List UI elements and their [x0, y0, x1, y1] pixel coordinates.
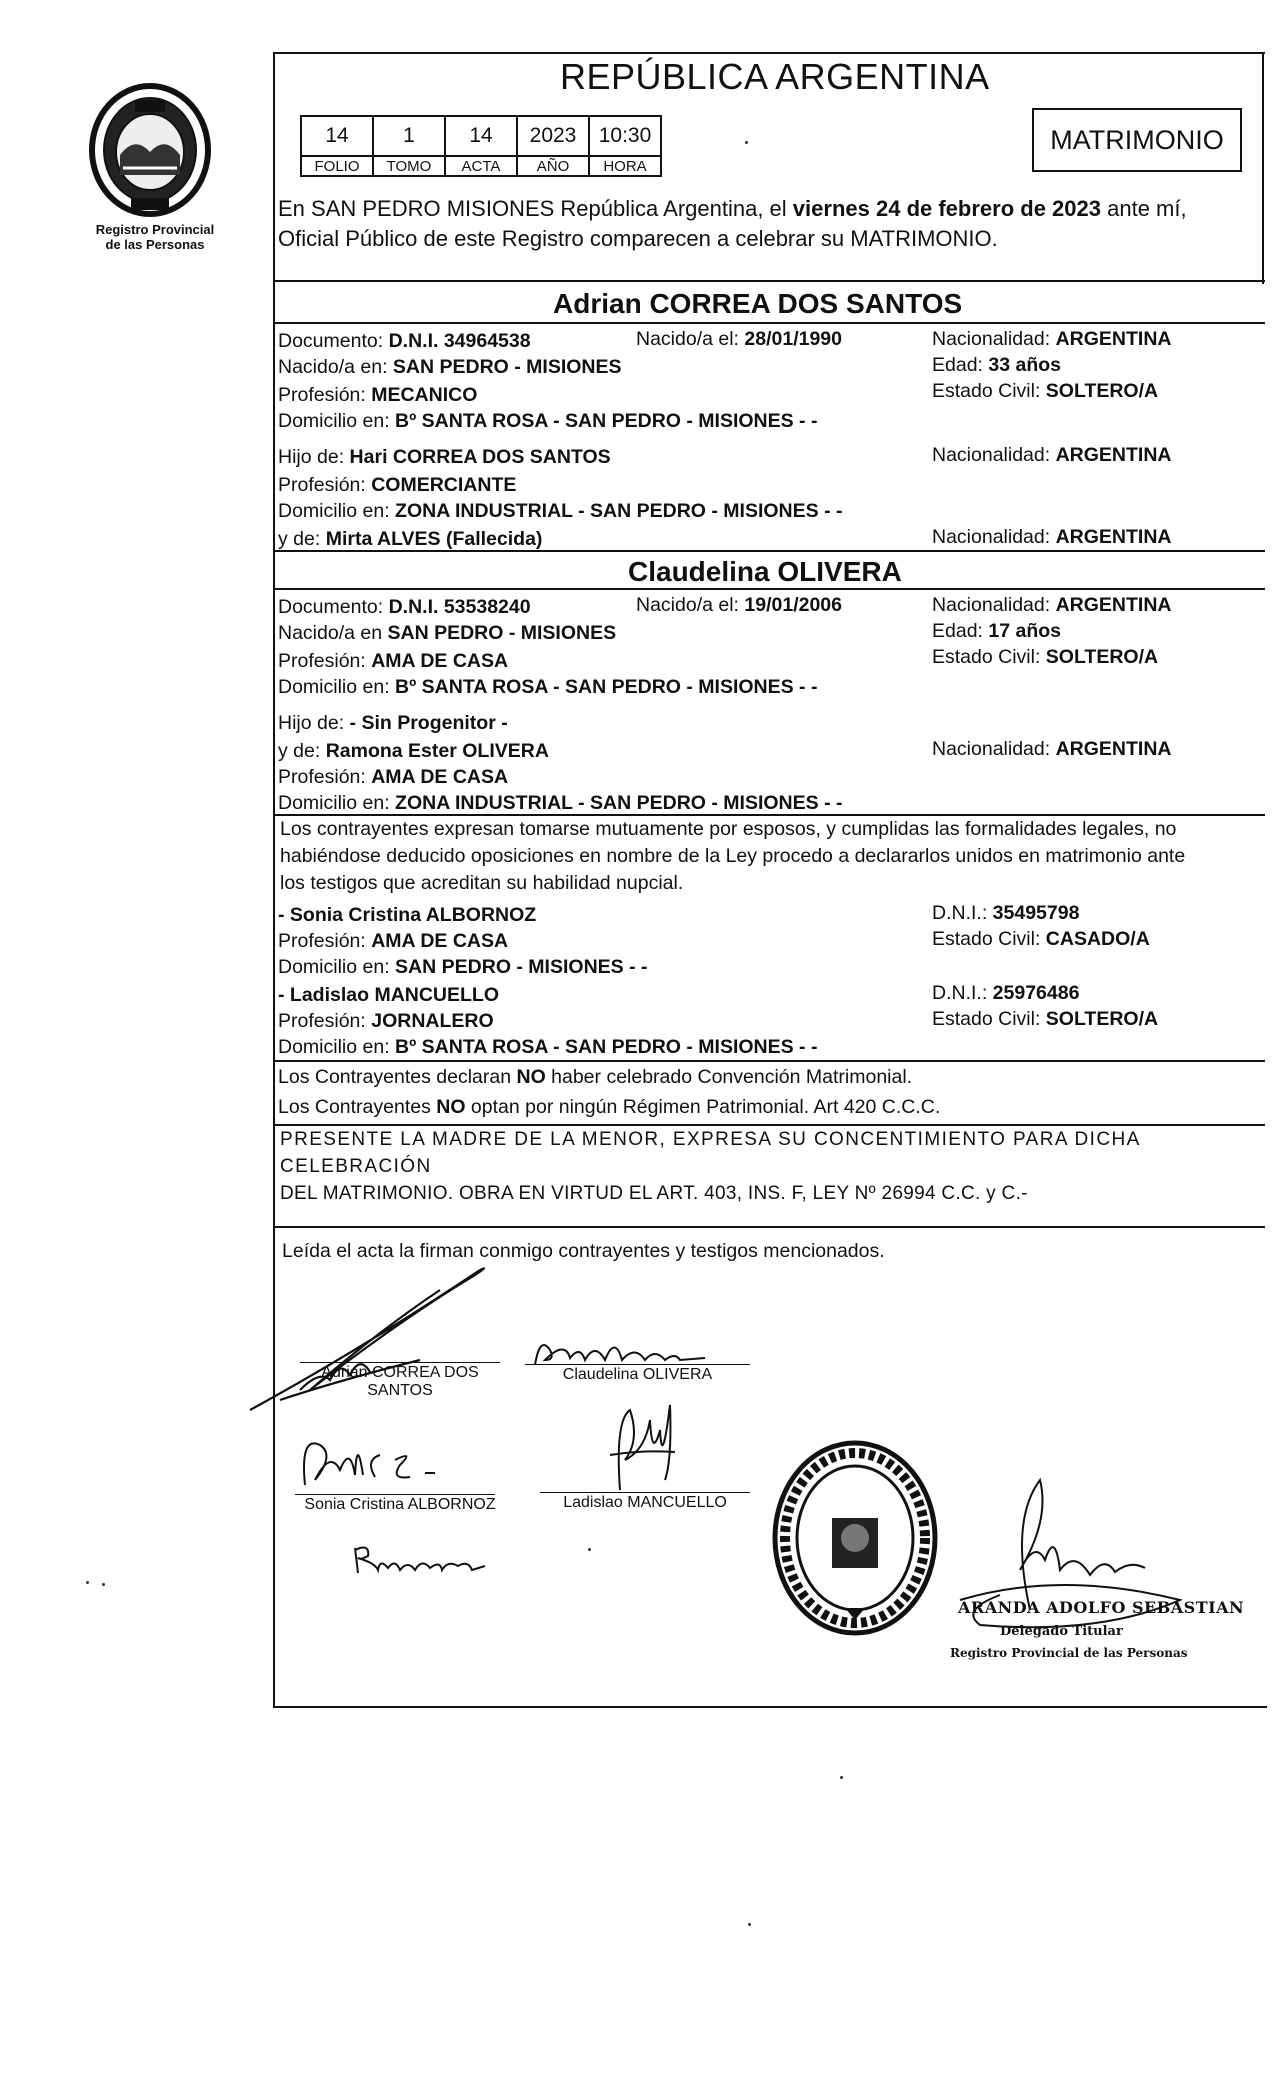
value: ARGENTINA [1055, 526, 1172, 548]
bride-nationality [932, 594, 1172, 617]
bride-civil-status [932, 646, 1158, 669]
provincial-registry-seal-icon [75, 80, 225, 220]
value: ARGENTINA [1055, 594, 1172, 616]
registrar-signature-icon [940, 1460, 1190, 1650]
value: ARGENTINA [1055, 444, 1172, 466]
emphasis: NO [436, 1096, 466, 1118]
label: Domicilio en: [278, 1036, 396, 1058]
declaration-line1: Los contrayentes expresan tomarse mutuamente por esposos, y cumplidas las formalidades legales, no [280, 818, 1177, 840]
act-type-box: MATRIMONIO [1032, 108, 1242, 172]
groom-father-profession [278, 474, 516, 497]
bride-signature-label: Claudelina OLIVERA [562, 1366, 713, 1383]
folio-value: 14 [301, 116, 373, 156]
label: y de: [278, 740, 326, 762]
section-divider [275, 588, 1265, 590]
label: Profesión: [278, 1010, 372, 1032]
value: SOLTERO/A [1045, 380, 1159, 402]
value: Bº SANTA ROSA - SAN PEDRO - MISIONES - - [395, 410, 818, 432]
section-divider [275, 280, 1265, 282]
witness1-name [278, 904, 536, 927]
consent-note-line1: PRESENTE LA MADRE DE LA MENOR, EXPRESA SU CONCENTIMIENTO PARA DICHA [280, 1129, 1141, 1150]
value: MECANICO [371, 384, 478, 406]
label: Profesión: [278, 650, 372, 672]
value: AMA DE CASA [371, 766, 509, 788]
value: 28/01/1990 [744, 328, 843, 350]
section-divider [275, 1226, 1265, 1228]
groom-address [278, 410, 817, 433]
value: 35495798 [992, 902, 1080, 924]
bride-address [278, 676, 817, 699]
label: Documento: [278, 596, 389, 618]
bride-mother-nationality [932, 738, 1172, 761]
value: 17 años [988, 620, 1062, 642]
intro-paragraph [278, 194, 1263, 254]
scan-speck [748, 1923, 751, 1926]
registrar-office: Registro Provincial de las Personas [950, 1646, 1188, 1660]
logo-caption [70, 222, 240, 252]
value: SAN PEDRO - MISIONES [387, 622, 617, 644]
consent-note-line2: CELEBRACIÓN [280, 1156, 432, 1177]
consent-note [280, 1126, 1265, 1207]
label: Domicilio en: [278, 410, 396, 432]
witness2-profession [278, 1010, 494, 1033]
emphasis: NO [516, 1066, 546, 1088]
label: Domicilio en: [278, 500, 396, 522]
signature-line [295, 1494, 495, 1495]
tomo-label: TOMO [373, 156, 445, 176]
value: AMA DE CASA [371, 930, 509, 952]
witness2-civil-status [932, 1008, 1158, 1031]
label: Domicilio en: [278, 792, 396, 814]
witness2-signature-label: Ladislao MANCUELLO [563, 1494, 727, 1511]
tomo-value: 1 [373, 116, 445, 156]
consent-note-line3: DEL MATRIMONIO. OBRA EN VIRTUD EL ART. 403, INS. F, LEY Nº 26994 C.C. y C.- [280, 1183, 1028, 1204]
bride-document [278, 596, 531, 619]
convention-statement [278, 1066, 912, 1089]
bride-birthplace [278, 622, 616, 645]
witness2-address [278, 1036, 817, 1059]
text: Los Contrayentes declaran [278, 1066, 517, 1088]
label: Nacionalidad: [932, 328, 1056, 350]
value: ARGENTINA [1055, 328, 1172, 350]
label: Estado Civil: [932, 1008, 1046, 1030]
witness2-name [278, 984, 499, 1007]
witness1-profession [278, 930, 508, 953]
scan-speck [745, 141, 748, 144]
label: D.N.I.: [932, 902, 993, 924]
signature-line [525, 1364, 750, 1365]
groom-birthplace [278, 356, 622, 379]
label: y de: [278, 528, 326, 550]
groom-father [278, 446, 611, 469]
label: Estado Civil: [932, 380, 1046, 402]
closing-statement: Leída el acta la firman conmigo contrayentes y testigos mencionados. [282, 1240, 885, 1262]
witness2-signature-icon [590, 1400, 700, 1500]
scan-speck [840, 1776, 843, 1779]
label: Nacionalidad: [932, 594, 1056, 616]
witness1-dni [932, 902, 1079, 925]
value: - Sin Progenitor - [349, 712, 508, 734]
groom-mother [278, 528, 542, 551]
bride-mother [278, 740, 549, 763]
value: ZONA INDUSTRIAL - SAN PEDRO - MISIONES - - [395, 792, 843, 814]
groom-name: Adrian CORREA DOS SANTOS [553, 288, 963, 319]
witness1-signature-icon [295, 1425, 475, 1495]
bride-profession [278, 650, 508, 673]
intro-text: República Argentina, el [554, 196, 793, 221]
value: SOLTERO/A [1045, 646, 1159, 668]
groom-age [932, 354, 1061, 377]
prefix: - [278, 904, 290, 926]
label: Profesión: [278, 474, 372, 496]
intro-place: En SAN PEDRO MISIONES [278, 196, 555, 221]
label: Hijo de: [278, 712, 350, 734]
registrar-title: Delegado Titular [1000, 1624, 1123, 1639]
scan-speck [102, 1583, 105, 1586]
country-title: REPÚBLICA ARGENTINA [560, 56, 990, 97]
value: Ladislao MANCUELLO [289, 984, 500, 1006]
text: haber celebrado Convención Matrimonial. [545, 1066, 913, 1088]
witness1-civil-status [932, 928, 1150, 951]
value: ARGENTINA [1055, 738, 1172, 760]
groom-signature-label-line2: SANTOS [367, 1382, 433, 1399]
prefix: - [278, 984, 290, 1006]
intro-date: 24 de febrero de 2023 [875, 196, 1101, 221]
signature-line [300, 1362, 500, 1363]
regime-statement [278, 1096, 940, 1119]
label: Nacido/a en: [278, 356, 393, 378]
section-divider [275, 1060, 1265, 1062]
bride-age [932, 620, 1061, 643]
label: Edad: [932, 354, 989, 376]
value: Bº SANTA ROSA - SAN PEDRO - MISIONES - - [395, 1036, 818, 1058]
groom-father-address [278, 500, 842, 523]
label: D.N.I.: [932, 982, 993, 1004]
label: Profesión: [278, 766, 372, 788]
time-value: 10:30 [589, 116, 661, 156]
value: D.N.I. 34964538 [388, 330, 531, 352]
bride-name: Claudelina OLIVERA [628, 556, 902, 587]
label: Nacido/a el: [636, 328, 745, 350]
intro-text-end: ante mí, [1101, 196, 1187, 221]
year-value: 2023 [517, 116, 589, 156]
bride-mother-address [278, 792, 842, 815]
top-border [273, 52, 1265, 54]
value: Sonia Cristina ALBORNOZ [289, 904, 537, 926]
groom-mother-nationality [932, 526, 1172, 549]
text: optan por ningún Régimen Patrimonial. Art 420 C.C.C. [465, 1096, 941, 1118]
label: Edad: [932, 620, 989, 642]
value: AMA DE CASA [371, 650, 509, 672]
intro-line2: Oficial Público de este Registro comparecen a celebrar su MATRIMONIO. [278, 226, 998, 251]
value: JORNALERO [371, 1010, 494, 1032]
bride-mother-profession [278, 766, 508, 789]
signature-line [540, 1492, 750, 1493]
text: Los Contrayentes [278, 1096, 437, 1118]
value: D.N.I. 53538240 [388, 596, 531, 618]
groom-birthdate [636, 328, 842, 351]
declaration-line2: habiéndose deducido oposiciones en nombre de la Ley procedo a declararlos unidos en matrimonio ante [280, 845, 1186, 867]
label: Nacido/a en [278, 622, 388, 644]
acta-value: 14 [445, 116, 517, 156]
groom-signature-label-line1: Adrian CORREA DOS [321, 1364, 479, 1381]
label: Nacionalidad: [932, 444, 1056, 466]
bride-birthdate [636, 594, 842, 617]
label: Estado Civil: [932, 928, 1046, 950]
label: Hijo de: [278, 446, 350, 468]
mother-signature-icon [350, 1538, 540, 1578]
value: 19/01/2006 [744, 594, 843, 616]
value: 25976486 [992, 982, 1080, 1004]
value: SOLTERO/A [1045, 1008, 1159, 1030]
section-divider [275, 322, 1265, 324]
value: 33 años [988, 354, 1062, 376]
value: Bº SANTA ROSA - SAN PEDRO - MISIONES - - [395, 676, 818, 698]
acta-label: ACTA [445, 156, 517, 176]
groom-father-nationality [932, 444, 1172, 467]
intro-weekday: viernes [792, 196, 870, 221]
intro-line1 [278, 194, 1263, 224]
label: Nacido/a el: [636, 594, 745, 616]
value: Hari CORREA DOS SANTOS [349, 446, 611, 468]
section-divider [275, 550, 1265, 552]
logo-caption-line2: de las Personas [105, 237, 205, 252]
logo-caption-line1: Registro Provincial [95, 222, 215, 237]
value: SAN PEDRO - MISIONES - - [395, 956, 648, 978]
groom-signature-label [300, 1364, 500, 1400]
value: ZONA INDUSTRIAL - SAN PEDRO - MISIONES - - [395, 500, 843, 522]
value: COMERCIANTE [371, 474, 517, 496]
declaration-line3: los testigos que acreditan su habilidad nupcial. [280, 872, 684, 894]
groom-document [278, 330, 531, 353]
witness2-dni [932, 982, 1079, 1005]
act-metadata-table [300, 115, 662, 177]
time-label: HORA [589, 156, 661, 176]
label: Domicilio en: [278, 676, 396, 698]
label: Nacionalidad: [932, 526, 1056, 548]
label: Domicilio en: [278, 956, 396, 978]
value: CASADO/A [1045, 928, 1150, 950]
label: Profesión: [278, 384, 372, 406]
label: Profesión: [278, 930, 372, 952]
label: Nacionalidad: [932, 738, 1056, 760]
declaration-paragraph [280, 816, 1265, 897]
folio-label: FOLIO [301, 156, 373, 176]
groom-profession [278, 384, 477, 407]
scan-speck [588, 1548, 591, 1551]
label: Estado Civil: [932, 646, 1046, 668]
value: Mirta ALVES (Fallecida) [325, 528, 543, 550]
registrar-name: ARANDA ADOLFO SEBASTIAN [958, 1598, 1245, 1617]
value: Ramona Ester OLIVERA [325, 740, 549, 762]
label: Documento: [278, 330, 389, 352]
groom-nationality [932, 328, 1172, 351]
scan-speck [86, 1581, 89, 1584]
bride-father [278, 712, 508, 735]
witness1-address [278, 956, 647, 979]
witness1-signature-label: Sonia Cristina ALBORNOZ [304, 1496, 496, 1513]
groom-civil-status [932, 380, 1158, 403]
official-registry-stamp-icon [770, 1438, 940, 1638]
year-label: AÑO [517, 156, 589, 176]
value: SAN PEDRO - MISIONES [392, 356, 622, 378]
